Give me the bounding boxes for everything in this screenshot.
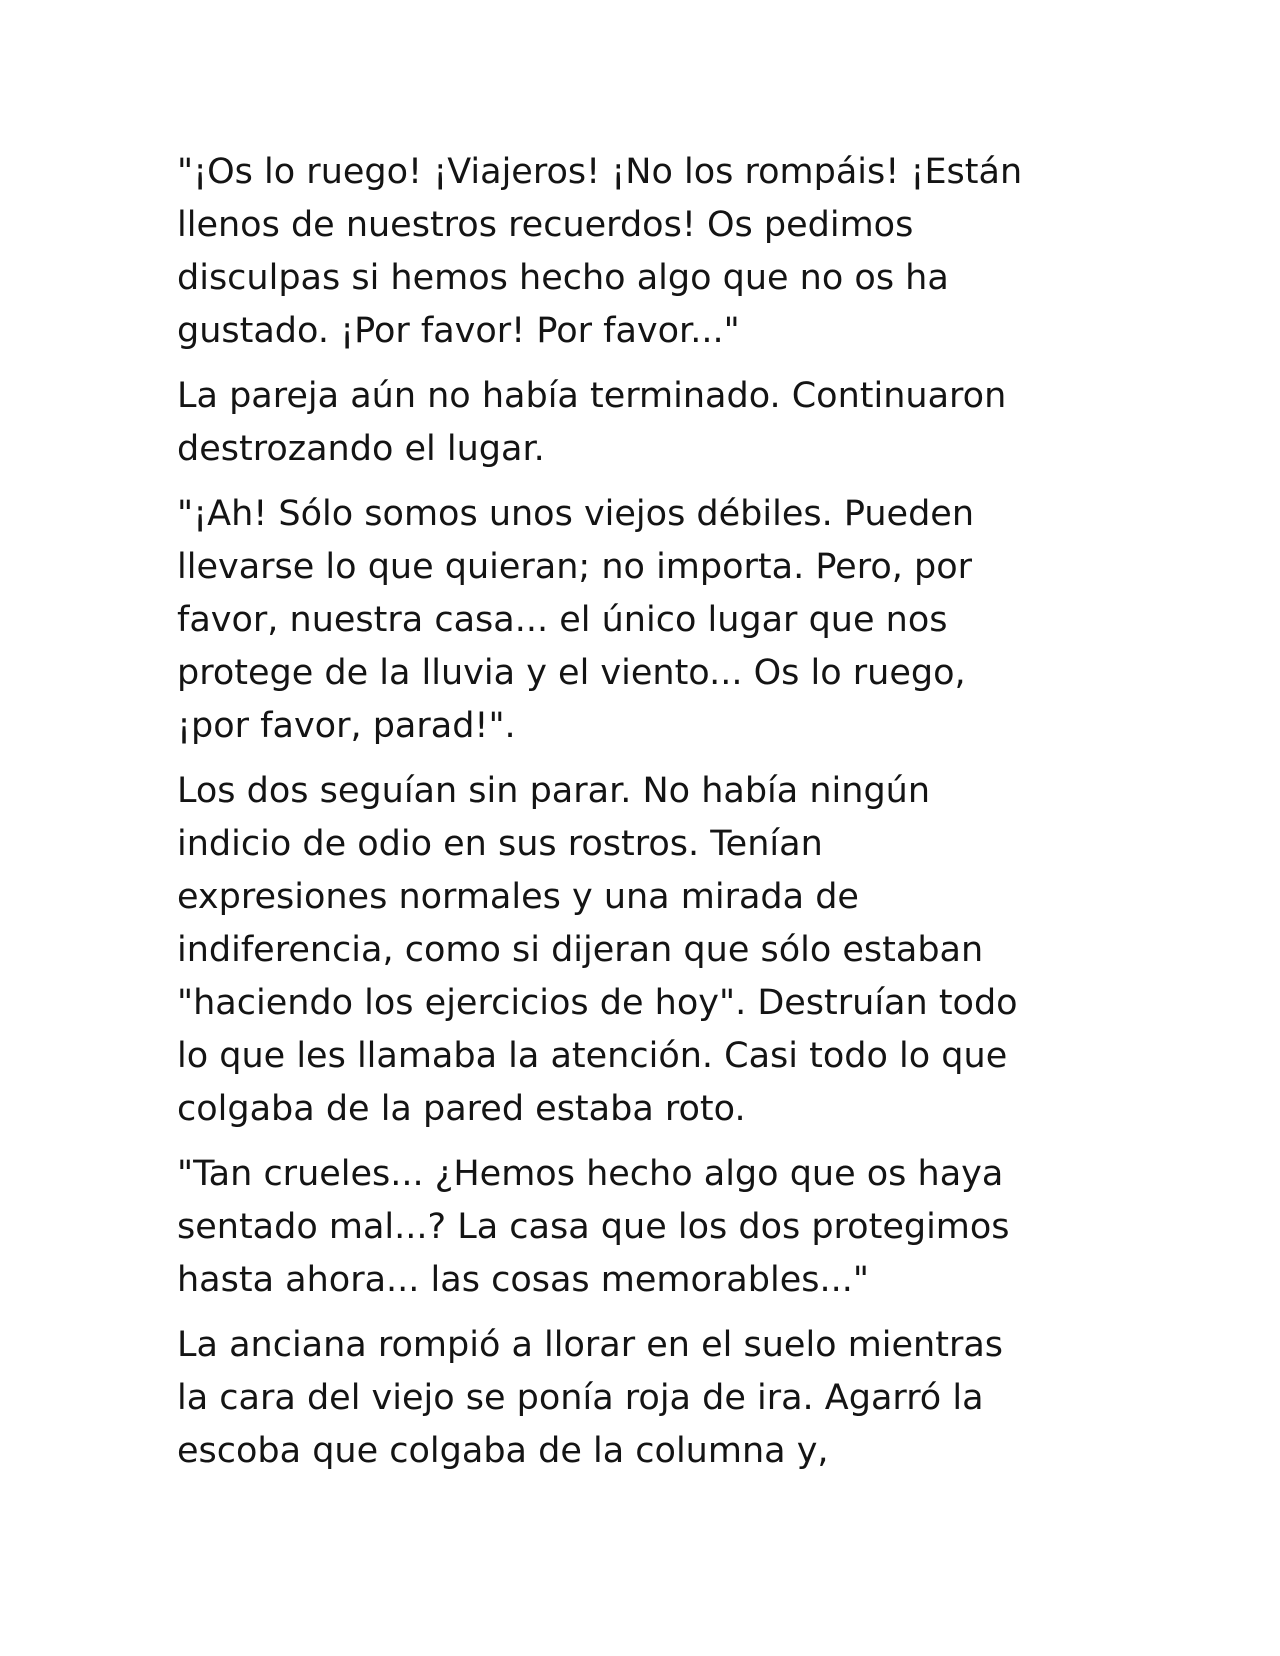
text-line: indicio de odio en sus rostros. Tenían: [177, 824, 823, 864]
paragraph-5: [177, 1148, 1107, 1307]
text-line: La pareja aún no había terminado. Continuaron: [177, 376, 1007, 416]
text-line: disculpas si hemos hecho algo que no os ha: [177, 258, 949, 298]
text-line: protege de la lluvia y el viento... Os lo ruego,: [177, 653, 966, 693]
text-line: escoba que colgaba de la columna y,: [177, 1431, 829, 1471]
text-line: Los dos seguían sin parar. No había ningún: [177, 771, 931, 811]
text-line: llevarse lo que quieran; no importa. Pero, por: [177, 547, 973, 587]
text-line: destrozando el lugar.: [177, 429, 545, 469]
text-line: la cara del viejo se ponía roja de ira. Agarró la: [177, 1378, 984, 1418]
text-line: ¡por favor, parad!".: [177, 706, 516, 746]
text-line: sentado mal...? La casa que los dos protegimos: [177, 1207, 1010, 1247]
text-line: colgaba de la pared estaba roto.: [177, 1089, 746, 1129]
text-line: expresiones normales y una mirada de: [177, 877, 859, 917]
text-line: "¡Os lo ruego! ¡Viajeros! ¡No los rompáis! ¡Están: [177, 152, 1023, 192]
text-line: "¡Ah! Sólo somos unos viejos débiles. Pueden: [177, 494, 975, 534]
document-page: [177, 146, 1107, 1490]
paragraph-1: [177, 146, 1107, 358]
text-line: "Tan crueles... ¿Hemos hecho algo que os haya: [177, 1154, 1004, 1194]
text-line: La anciana rompió a llorar en el suelo mientras: [177, 1325, 1004, 1365]
paragraph-4: [177, 765, 1107, 1136]
text-line: "haciendo los ejercicios de hoy". Destruían todo: [177, 983, 1018, 1023]
paragraph-6: [177, 1319, 1107, 1478]
text-line: lo que les llamaba la atención. Casi todo lo que: [177, 1036, 1008, 1076]
text-line: gustado. ¡Por favor! Por favor...": [177, 311, 740, 351]
text-line: hasta ahora... las cosas memorables...": [177, 1260, 869, 1300]
text-line: indiferencia, como si dijeran que sólo estaban: [177, 930, 984, 970]
paragraph-3: [177, 488, 1107, 753]
text-line: llenos de nuestros recuerdos! Os pedimos: [177, 205, 914, 245]
paragraph-2: [177, 370, 1107, 476]
text-line: favor, nuestra casa... el único lugar que nos: [177, 600, 948, 640]
